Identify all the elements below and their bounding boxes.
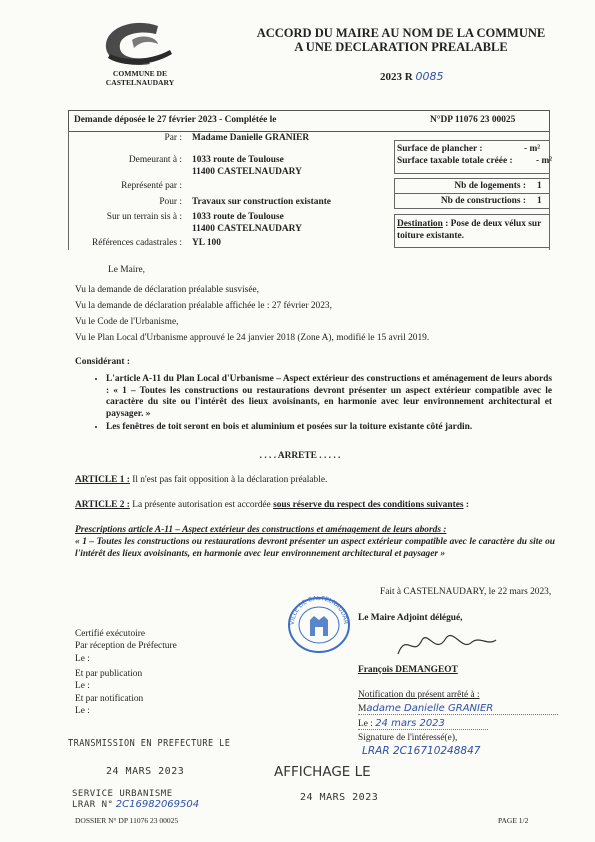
article-2-end: : [465,500,469,510]
notification-title: Notification du présent arrêté à : [358,690,480,700]
terrain-line1: 1033 route de Toulouse [192,212,284,222]
logements-label: Nb de logements : [454,181,526,191]
reception-prefecture: Par réception de Préfecture [75,641,177,651]
surface-plancher-label: Surface de plancher : [397,144,483,154]
signatory-name: François DEMANGEOT [358,665,458,675]
fait-a: Fait à CASTELNAUDARY, le 22 mars 2023, [380,587,552,597]
notification-lrar-hand: LRAR 2C16710248847 [362,745,481,757]
vu-3: Vu le Code de l'Urbanisme, [75,317,179,327]
lrar-line [72,799,199,810]
article-1-label: ARTICLE 1 : [75,475,130,485]
demeurant-line2: 11400 CASTELNAUDARY [192,167,302,177]
surface-plancher-value: - m² [524,144,541,154]
document-title-line2: A UNE DECLARATION PREALABLE [294,40,508,54]
document-title-line1: ACCORD DU MAIRE AU NOM DE LA COMMUNE [256,26,546,40]
dp-number: N°DP 11076 23 00025 [430,115,516,125]
service-urbanisme-stamp: SERVICE URBANISME [72,789,173,799]
notification-date-hand: 24 mars 2023 [375,718,445,729]
footer-page: PAGE 1/2 [498,816,529,825]
notification-label: Et par notification [75,694,144,704]
surface-taxable-value: - m² [536,156,553,166]
affichage-date: 24 MARS 2023 [300,792,379,803]
terrain-line2: 11400 CASTELNAUDARY [192,224,302,234]
destination-label: Destination [397,219,443,229]
signatory-role: Le Maire Adjoint délégué, [358,613,463,623]
considerant-item-2: • Les fenêtres de toit seront en bois et aluminium et posées sur la toiture existante côté jardin. [106,422,552,434]
certifie-executoire: Certifié exécutoire [75,629,146,639]
notification-recipient-hand: adame Danielle GRANIER [366,703,494,714]
article-2-label: ARTICLE 2 : [75,500,130,510]
pour-value: Travaux sur construction existante [192,197,331,207]
vu-4: Vu le Plan Local d'Urbanisme approuvé le 24 janvier 2018 (Zone A), modifié le 15 avril 2019. [75,333,430,343]
prescriptions-title: Prescriptions article A-11 – Aspect extérieur des constructions et aménagement de leurs abords : [75,525,447,535]
cadastre-value: YL 100 [192,238,221,248]
arrete-heading: . . . . ARRETE . . . . . [259,451,341,461]
terrain-label: Sur un terrain sis à : [106,212,182,222]
destination-text [397,218,547,242]
reception-date-label: Le : [75,654,90,664]
article-1-text: Il n'est pas fait opposition à la déclaration préalable. [132,475,328,485]
surface-taxable-label: Surface taxable totale créée : [397,156,513,166]
notification-date [358,718,488,730]
demeurant-label: Demeurant à : [128,155,182,165]
footer-dossier: DOSSIER N° DP 11076 23 00025 [75,816,179,825]
signature-scribble [392,628,502,662]
vu-2: Vu la demande de déclaration préalable affichée le : 27 février 2023, [75,301,332,311]
transmission-date: 24 MARS 2023 [106,766,185,777]
cadastre-label: Références cadastrales : [91,238,182,248]
par-value: Madame Danielle GRANIER [192,133,310,143]
arrete-reference [380,70,443,83]
article-2-condition: sous réserve du respect des conditions suivantes [273,500,464,510]
affichage-stamp: AFFICHAGE LE [274,764,371,780]
destination-value: : Pose de deux vélux sur toiture existante. [397,219,542,241]
transmission-stamp: TRANSMISSION EN PREFECTURE LE [68,738,231,749]
le-maire: Le Maire, [108,265,145,275]
considerant-list [92,374,552,436]
deposit-line: Demande déposée le 27 février 2023 - Complétée le [74,115,277,125]
notification-recipient-prefix: M [358,704,367,714]
commune-name: COMMUNE DE CASTELNAUDARY [105,69,175,87]
prescriptions-text: « 1 – Toutes les constructions ou restaurations devront présenter un aspect extérieur compatible avec le caractère du site ou l'intérêt des lieux avoisinants, en harmonie avec leur environnement architectural et paysager » [75,537,555,559]
demeurant-line1: 1033 route de Toulouse [192,155,284,165]
lrar-number-hand: 2C16982069504 [115,799,200,810]
par-label: Par : [164,133,182,143]
notification-recipient [358,703,558,715]
commune-seal [286,596,352,654]
considerant-item-1: • L'article A-11 du Plan Local d'Urbanisme – Aspect extérieur des constructions et aménagement de leurs abords : « 1 – Toutes les constructions ou restaurations devront présenter un aspect extérieur compatible avec le caractère du site ou l'intérêt des lieux avoisinants, en harmonie avec leur environnement architectural et paysager. » [106,374,552,420]
notification-signature-label: Signature de l'intéressé(e), [358,733,458,743]
vu-1: Vu la demande de déclaration préalable susvisée, [75,285,259,295]
pour-label: Pour : [159,197,182,207]
lrar-label: LRAR N° [72,800,114,810]
article-1 [75,475,327,485]
publication-label: Et par publication [75,669,143,679]
article-2 [75,500,555,510]
represente-label: Représenté par : [121,181,182,191]
seal-text: VILLE DE CASTELNAUDAR [288,596,350,626]
notification-date-label: Le : [358,719,373,729]
publication-date-label: Le : [75,681,90,691]
notification-date-label: Le : [75,706,90,716]
article-2-text: La présente autorisation est accordée [132,500,271,510]
constructions-label: Nb de constructions : [440,196,526,206]
considerant-heading: Considérant : [75,357,130,367]
constructions-value: 1 [537,196,542,206]
arrete-reference-printed: 2023 R [380,71,413,83]
arrete-reference-handwritten: 0085 [415,70,444,83]
logements-value: 1 [537,181,542,191]
